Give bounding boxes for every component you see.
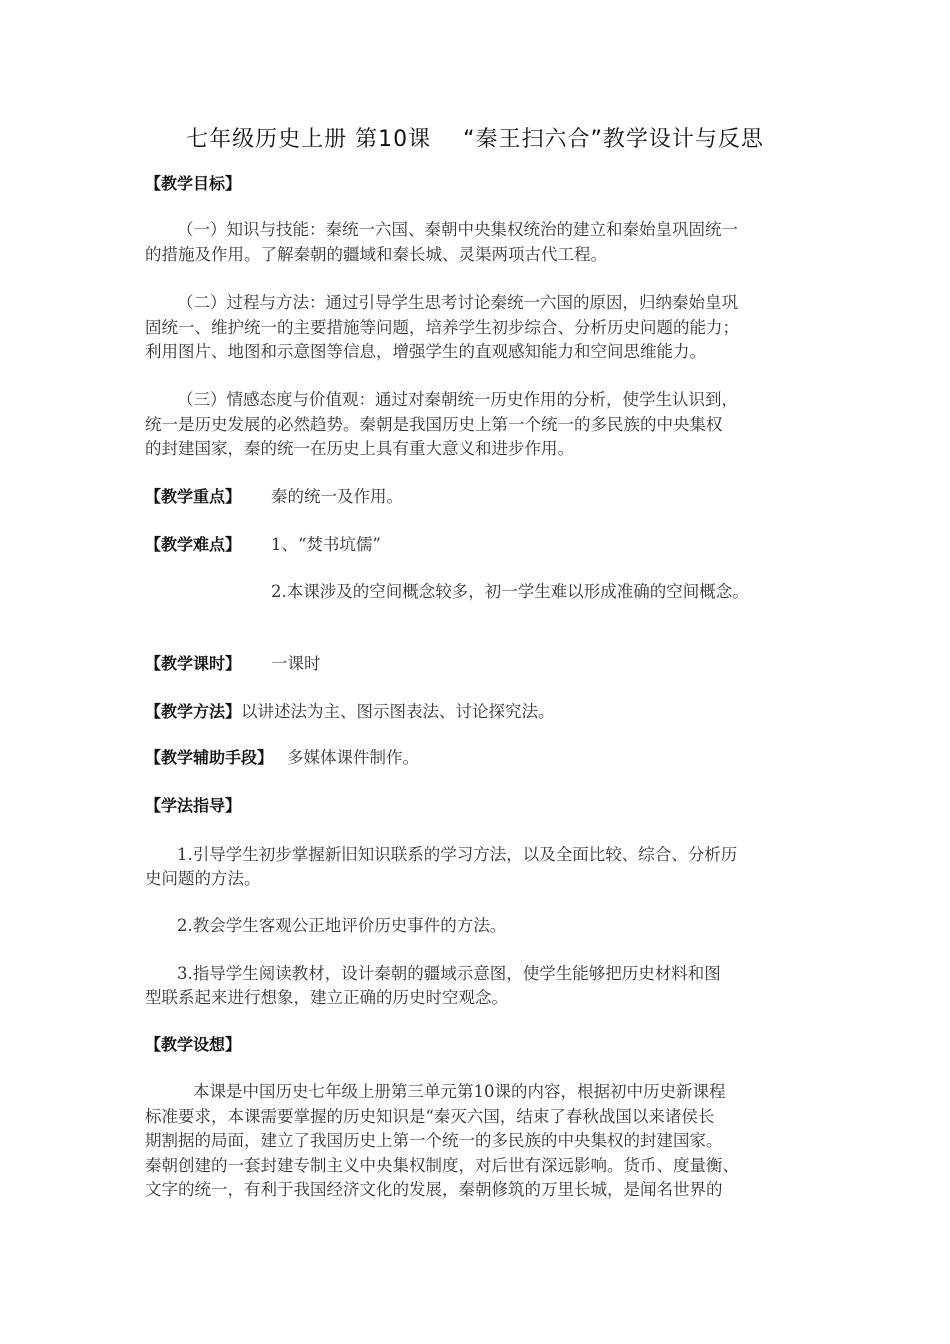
design-heading: 【教学设想】: [145, 1035, 242, 1054]
design-line-5: 文字的统一，有利于我国经济文化的发展，秦朝修筑的万里长城，是闻名世界的: [145, 1180, 723, 1199]
design-line-2: 标准要求，本课需要掌握的历史知识是“秦灭六国，结束了春秋战国以来诸侯长: [145, 1107, 715, 1126]
study-guide-item3-line2: 型联系起来进行想象，建立正确的历史时空观念。: [145, 988, 508, 1007]
objectives-p2-line1: （二）过程与方法：通过引导学生思考讨论秦统一六国的原因，归纳秦始皇巩: [177, 293, 738, 312]
objectives-p2-line3: 利用图片、地图和示意图等信息，增强学生的直观感知能力和空间思维能力。: [145, 342, 706, 361]
aids-text: 多媒体课件制作。: [287, 748, 420, 767]
design-line-1: 本课是中国历史七年级上册第三单元第10课的内容，根据初中历史新课程: [193, 1082, 726, 1101]
objectives-p3-line1: （三）情感态度与价值观：通过对秦朝统一历史作用的分析，使学生认识到，: [177, 390, 738, 409]
design-line-3: 期割据的局面，建立了我国历史上第一个统一的多民族的中央集权的封建国家。: [145, 1131, 723, 1150]
study-guide-item1-line1: 1.引导学生初步掌握新旧知识联系的学习方法，以及全面比较、综合、分析历: [177, 845, 738, 864]
objectives-heading: 【教学目标】: [145, 174, 242, 193]
objectives-p2-line2: 固统一、维护统一的主要措施等问题，培养学生初步综合、分析历史问题的能力；: [145, 318, 739, 337]
aids-heading: 【教学辅助手段】: [145, 748, 274, 767]
methods-text: 以讲述法为主、图示图表法、讨论探究法。: [241, 702, 555, 721]
design-line-4: 秦朝创建的一套封建专制主义中央集权制度，对后世有深远影响。货币、度量衡、: [145, 1156, 739, 1175]
aids-row: [145, 746, 825, 771]
key-points-heading: 【教学重点】: [145, 487, 242, 506]
difficulties-item-2: 2.本课涉及的空间概念较多，初一学生难以形成准确的空间概念。: [271, 582, 749, 601]
objectives-p1-line1: （一）知识与技能：秦统一六国、秦朝中央集权统治的建立和秦始皇巩固统一: [177, 220, 738, 239]
study-guide-item3-line1: 3.指导学生阅读教材，设计秦朝的疆域示意图，使学生能够把历史材料和图: [177, 964, 721, 983]
methods-row: [145, 700, 825, 725]
key-points-row: [145, 485, 825, 510]
document-title: 七年级历史上册 第10课 “秦王扫六合”教学设计与反思: [186, 127, 764, 152]
key-points-text: 秦的统一及作用。: [271, 487, 403, 506]
objectives-p3-line2: 统一是历史发展的必然趋势。秦朝是我国历史上第一个统一的多民族的中央集权: [145, 415, 723, 434]
study-guide-heading: 【学法指导】: [145, 796, 242, 815]
difficulties-item-1: 1、“焚书坑儒”: [271, 535, 381, 554]
hours-row: [145, 652, 825, 677]
difficulties-row: [145, 533, 825, 558]
difficulties-heading: 【教学难点】: [145, 535, 242, 554]
objectives-p1-line2: 的措施及作用。了解秦朝的疆域和秦长城、灵渠两项古代工程。: [145, 245, 607, 264]
study-guide-item1-line2: 史问题的方法。: [145, 869, 261, 888]
hours-heading: 【教学课时】: [145, 654, 242, 673]
objectives-p3-line3: 的封建国家，秦的统一在历史上具有重大意义和进步作用。: [145, 439, 574, 458]
methods-heading: 【教学方法】: [145, 702, 242, 721]
study-guide-item2: 2.教会学生客观公正地评价历史事件的方法。: [177, 916, 507, 935]
hours-text: 一课时: [271, 654, 321, 673]
